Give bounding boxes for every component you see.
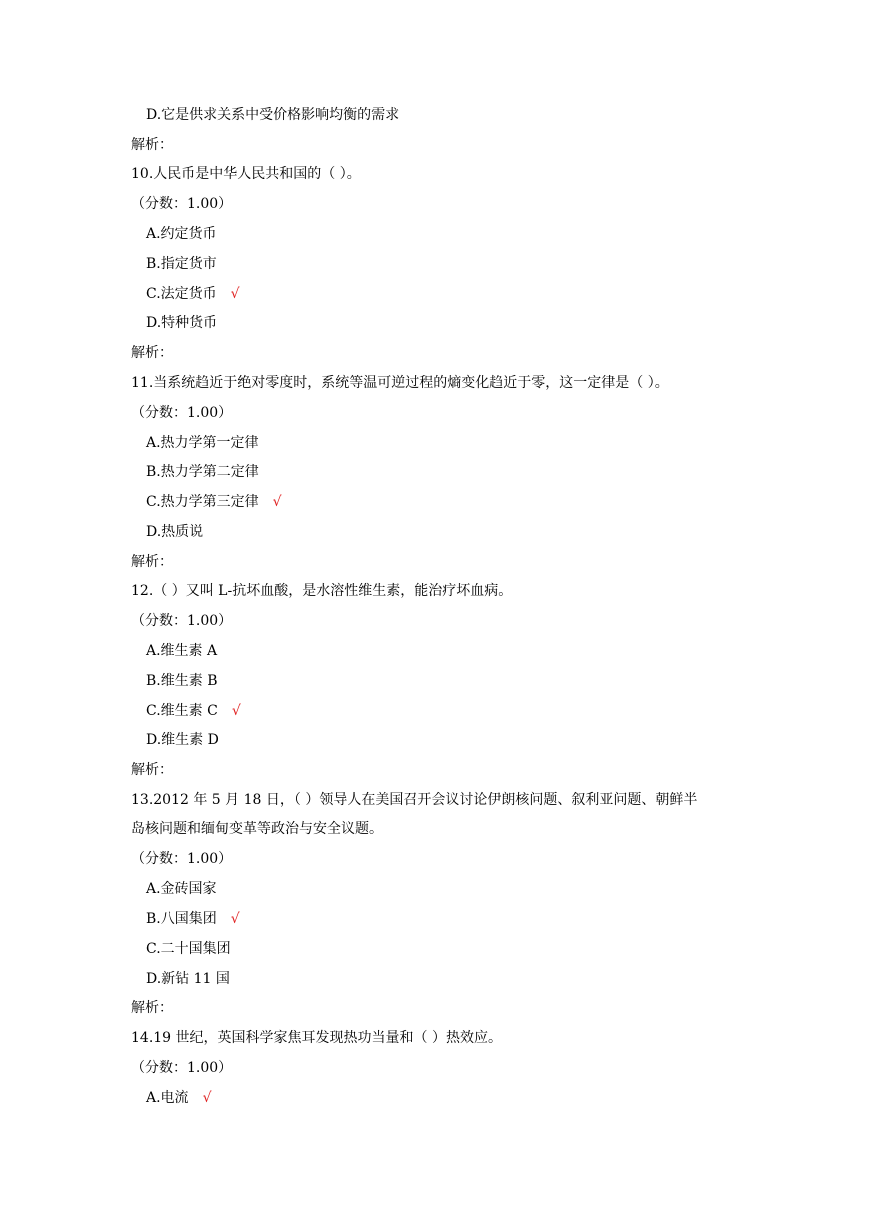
q13-score: （分数：1.00） (131, 851, 233, 867)
q11-option-b: B.热力学第二定律 (146, 464, 259, 480)
q11-stem: 11.当系统趋近于绝对零度时，系统等温可逆过程的熵变化趋近于零，这一定律是（ ）。 (131, 375, 669, 391)
q13-option-c: C.二十国集团 (146, 941, 231, 957)
q12-option-a: A.维生素 A (146, 643, 218, 659)
correct-check-icon: √ (230, 911, 240, 927)
q12-score: （分数：1.00） (131, 613, 233, 629)
correct-check-icon: √ (230, 286, 240, 302)
q12-analysis-label: 解析： (131, 762, 173, 778)
q10-option-b: B.指定货市 (146, 256, 217, 272)
q13-option-a: A.金砖国家 (146, 881, 217, 897)
q10-score: （分数：1.00） (131, 196, 233, 212)
q13-stem-line-1: 13.2012 年 5 月 18 日，（ ）领导人在美国召开会议讨论伊朗核问题、叙利亚问题、朝鲜半 (131, 792, 698, 808)
q12-option-d: D.维生素 D (146, 732, 219, 748)
correct-check-icon: √ (202, 1090, 212, 1106)
q12-option-c: C.维生素 C √ (146, 703, 241, 719)
q13-option-d: D.新钻 11 国 (146, 971, 230, 987)
q10-option-c: C.法定货币 √ (146, 286, 240, 302)
q13-option-b: B.八国集团 √ (146, 911, 240, 927)
q11-option-c: C.热力学第三定律 √ (146, 494, 282, 510)
q12-option-b: B.维生素 B (146, 673, 218, 689)
correct-check-icon: √ (272, 494, 282, 510)
q11-option-a: A.热力学第一定律 (146, 435, 259, 451)
q10-analysis-label: 解析： (131, 345, 173, 361)
q13-stem-line-2: 岛核问题和缅甸变革等政治与安全议题。 (131, 821, 383, 837)
q10-stem: 10.人民币是中华人民共和国的（ ）。 (131, 166, 361, 182)
q11-analysis-label: 解析： (131, 554, 173, 570)
q14-option-a: A.电流 √ (146, 1090, 212, 1106)
q10-option-a: A.约定货币 (146, 226, 217, 242)
q9-analysis-label: 解析： (131, 137, 173, 153)
q14-stem: 14.19 世纪，英国科学家焦耳发现热功当量和（ ）热效应。 (131, 1030, 502, 1046)
q10-option-d: D.特种货币 (146, 315, 218, 331)
q11-option-d: D.热质说 (146, 524, 204, 540)
q14-score: （分数：1.00） (131, 1060, 233, 1076)
q13-analysis-label: 解析： (131, 1000, 173, 1016)
q9-option-d: D.它是供求关系中受价格影响均衡的需求 (146, 107, 400, 123)
q12-stem: 12.（ ）又叫 L-抗坏血酸，是水溶性维生素，能治疗坏血病。 (131, 583, 513, 599)
correct-check-icon: √ (231, 703, 241, 719)
q11-score: （分数：1.00） (131, 405, 233, 421)
